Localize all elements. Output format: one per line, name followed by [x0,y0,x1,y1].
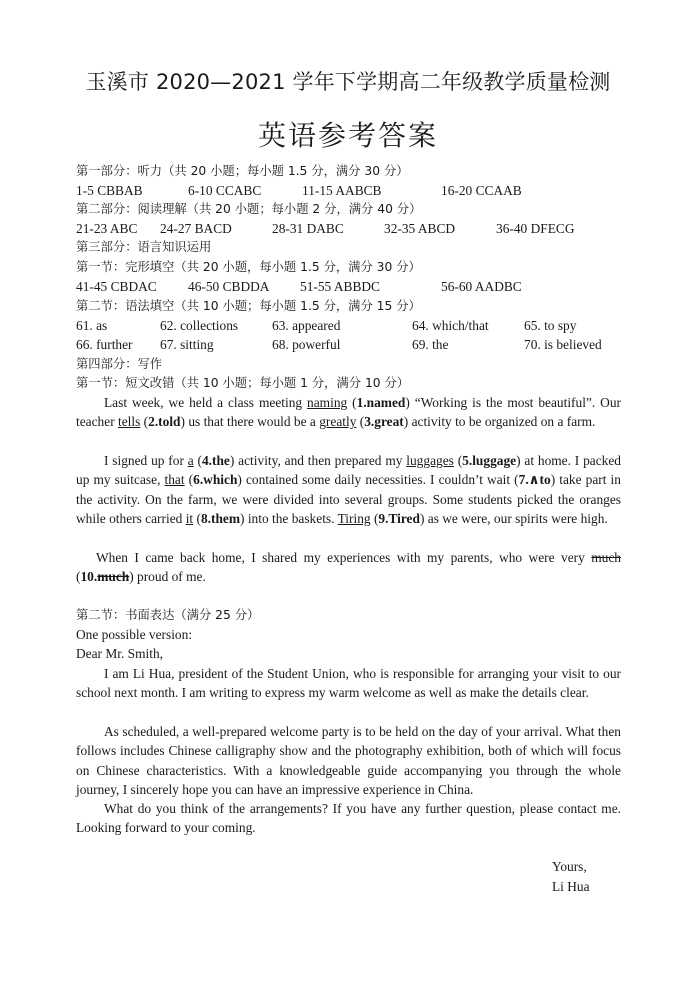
part2-answer: 32-35 ABCD [384,221,456,236]
document-title: 玉溪市 2020—2021 学年下学期高二年级教学质量检测 [85,70,611,94]
cloze-answer: 56-60 AADBC [441,279,522,294]
letter-paragraph: As scheduled, a well-prepared welcome party is to be held on the day of your arrival. What then follows includes Chinese calligraphy show and the photography exhibition, both of which will focus on Chinese characteristics. With a knowledgeable guide accompanying you through the whole journey, I sincerely hope you can have an impressive experience in China. [76,724,621,798]
error-word: a [187,453,194,468]
deleted-word: much [591,550,621,565]
error-word: Tiring [337,511,371,527]
deleted-word: much [97,569,130,585]
part3-heading: 第三部分：语言知识运用 [76,240,212,254]
part2-answer: 24-27 BACD [160,221,232,236]
part3-section2-heading: 第二节：语法填空（共 10 小题；每小题 1.5 分，满分 15 分） [76,299,421,313]
error-word: luggages [406,453,454,468]
part2-answer: 28-31 DABC [272,221,344,236]
grammar-answer: 66. further [76,337,133,352]
part1-answer: 6-10 CCABC [188,183,262,198]
correction: 9.Tired [378,511,420,527]
part4-section2-heading: 第二节：书面表达（满分 25 分） [76,608,260,622]
correction: 3.great [364,414,404,430]
grammar-answer: 63. appeared [272,318,341,333]
correction: 10. [80,569,98,585]
part3-section1-heading: 第一节：完形填空（共 20 小题，每小题 1.5 分，满分 30 分） [76,260,421,274]
part2-answer: 21-23 ABC [76,221,138,236]
part2-answer: 36-40 DFECG [496,221,575,236]
correction: 7.∧to [518,472,551,488]
grammar-answer: 68. powerful [272,337,341,352]
grammar-answer: 62. collections [160,318,239,333]
correction: 8.them [200,511,241,527]
cloze-answer: 46-50 CBDDA [188,279,270,294]
letter-closing: Yours, [552,859,587,874]
document-subtitle: 英语参考答案 [257,119,438,152]
part1-answer: 11-15 AABCB [302,183,382,198]
grammar-answer: 61. as [76,318,108,333]
correction: 1.named [356,395,406,410]
letter-greeting: Dear Mr. Smith, [76,646,164,661]
grammar-answer: 69. the [412,337,449,352]
part1-answer: 1-5 CBBAB [76,183,143,198]
grammar-answer: 65. to spy [524,318,577,333]
error-word: it [185,511,194,527]
part1-heading: 第一部分：听力（共 20 小题；每小题 1.5 分，满分 30 分） [76,164,409,178]
correction: 6.which [193,472,238,488]
part4-section1-heading: 第一节：短文改错（共 10 小题；每小题 1 分，满分 10 分） [76,376,410,390]
correction: 5.luggage [462,453,517,468]
grammar-answer: 70. is believed [524,337,602,352]
part1-answer: 16-20 CCAAB [441,183,522,198]
error-word: greatly [319,414,357,430]
cloze-answer: 51-55 ABBDC [300,279,380,294]
grammar-answer: 64. which/that [412,318,489,333]
part2-heading: 第二部分：阅读理解（共 20 小题；每小题 2 分，满分 40 分） [76,202,422,216]
letter-paragraph: What do you think of the arrangements? If you have any further question, please contact me. Looking forward to your coming. [76,801,621,836]
letter-signature: Li Hua [552,879,590,894]
error-correction-paragraph-2: I signed up for a (4.the) activity, and then prepared my luggages (5.luggage) at home. I packed up my suitcase, that (6.which) contained some daily necessities. I couldn’t wait (7.∧to) take part in the activity. On the farm, we were divided into several groups. Some students picked the oranges while others carried it (8.them) into the baskets. Tiring (9.Tired) as we were, our spirits were high. [76,453,622,527]
cloze-answer: 41-45 CBDAC [76,279,157,294]
error-correction-paragraph-1: Last week, we held a class meeting naming (1.named) “Working is the most beautiful”. Our teacher tells (2.told) us that there would be a greatly (3.great) activity to be organized on a farm. [76,395,621,430]
error-correction-paragraph-3: When I came back home, I shared my experiences with my parents, who were very much (10.much) proud of me. [76,550,621,585]
letter-paragraph: I am Li Hua, president of the Student Union, who is responsible for arranging your visit to our school next month. I am writing to express my warm welcome as well as make the details clear. [76,666,621,701]
error-word: that [164,472,185,488]
grammar-answer: 67. sitting [160,337,214,352]
part4-heading: 第四部分：写作 [76,357,163,371]
error-word: tells [118,414,141,430]
correction: 2.told [148,414,181,430]
error-word: naming [307,395,348,410]
correction: 4.the [201,453,230,468]
version-label: One possible version: [76,627,193,642]
